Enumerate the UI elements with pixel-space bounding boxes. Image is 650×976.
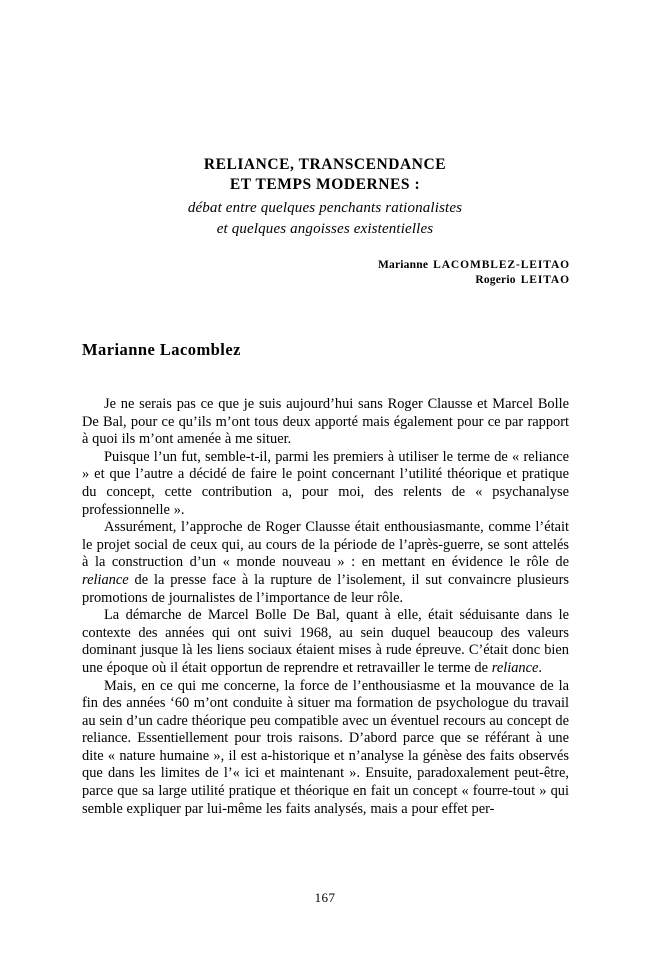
paragraph-2: Puisque l’un fut, semble-t-il, parmi les premiers à utiliser le terme de « reliance » et que l’autre a décidé de faire le point concernant l’utilité théorique et pratique du concept, cette contribution a, pour moi, des relents de « psychanalyse professionnelle ». xyxy=(82,448,569,518)
paragraph-3-pre: Assurément, l’approche de Roger Clausse était enthousiasmante, comme l’était le projet social de ceux qui, au cours de la période de l’après-guerre, se sont attelés à la construction d’un « monde nouveau » : en mettant en évidence le rôle de xyxy=(82,519,569,571)
author-2-family-name: LEITAO xyxy=(520,274,570,286)
article-title-block xyxy=(82,155,568,239)
author-1-family-name: LACOMBLEZ-LEITAO xyxy=(433,259,570,271)
author-2-given-name: Rogerio xyxy=(475,274,516,286)
article-subtitle-line-1: débat entre quelques penchants rationalistes xyxy=(187,200,463,216)
paragraph-3 xyxy=(82,519,569,607)
paragraph-1: Je ne serais pas ce que je suis aujourd’hui sans Roger Clausse et Marcel Bolle De Bal, pour ce qu’ils m’ont tous deux apporté mais également pour ce par rapport à quoi ils m’ont amenée à me situer. xyxy=(82,396,569,448)
author-block xyxy=(82,258,570,288)
author-1-given-name: Marianne xyxy=(377,259,429,271)
article-title-line-1: RELIANCE, TRANSCENDANCE xyxy=(203,156,447,173)
body-text xyxy=(82,396,569,818)
article-subtitle-line-2: et quelques angoisses existentielles xyxy=(216,220,434,237)
paragraph-3-italic-term: reliance xyxy=(82,571,129,588)
section-heading: Marianne Lacomblez xyxy=(82,340,241,359)
article-title-line-2: ET TEMPS MODERNES : xyxy=(229,176,421,193)
page-number: 167 xyxy=(314,890,336,905)
paragraph-3-post: de la presse face à la rupture de l’isolement, il sut convaincre plusieurs promotions de journalistes de l’importance de leur rôle. xyxy=(82,571,569,606)
author-2 xyxy=(82,273,570,288)
paragraph-4-post: . xyxy=(538,659,542,676)
paragraph-4 xyxy=(82,607,569,677)
paragraph-4-italic-term: reliance xyxy=(491,659,539,676)
paragraph-4-pre: La démarche de Marcel Bolle De Bal, quant à elle, était séduisante dans le contexte des années qui ont suivi 1968, au sein duquel beaucoup des valeurs dominant jusque là les liens sociaux étaient mises à rude épreuve. C’était donc bien une époque où il était opportun de reprendre et retravailler le terme de xyxy=(82,607,569,676)
author-1 xyxy=(82,258,570,273)
paragraph-5: Mais, en ce qui me concerne, la force de l’enthousiasme et la mouvance de la fin des années ‘60 m’ont conduite à situer ma formation de psychologue du travail au sein d’un cadre théorique peu compatible avec un éventuel recours au concept de reliance. Essentiellement pour trois raisons. D’abord parce que se référant à une dite « nature humaine », il est a-historique et n’analyse la génèse des faits observés que dans les limites de l’« ici et maintenant ». Ensuite, paradoxalement peut-être, parce que sa large utilité pratique et théorique en fait un concept « fourre-tout » qui semble expliquer par lui-même les faits analysés, mais a pour effet per- xyxy=(82,677,569,817)
